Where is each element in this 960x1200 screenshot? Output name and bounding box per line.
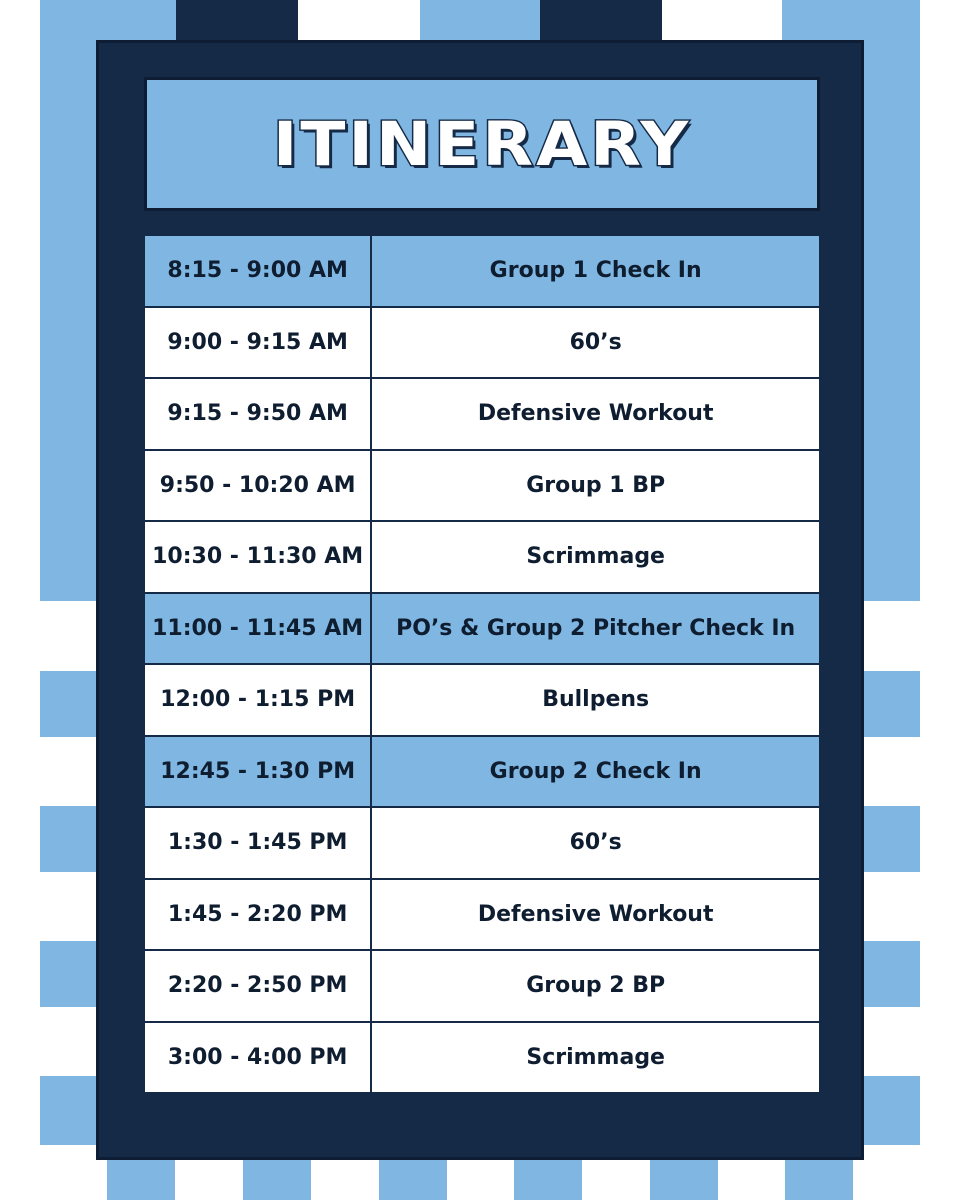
schedule-row xyxy=(144,879,820,951)
time-cell: 2:20 - 2:50 PM xyxy=(144,950,371,1022)
schedule-row xyxy=(144,378,820,450)
event-cell: Group 2 Check In xyxy=(371,736,820,808)
title-banner xyxy=(144,77,820,211)
event-cell: Scrimmage xyxy=(371,521,820,593)
event-cell: Defensive Workout xyxy=(371,879,820,951)
event-cell: Group 1 Check In xyxy=(371,235,820,307)
time-cell: 1:45 - 2:20 PM xyxy=(144,879,371,951)
schedule-row xyxy=(144,450,820,522)
event-cell: PO’s & Group 2 Pitcher Check In xyxy=(371,593,820,665)
itinerary-panel xyxy=(96,40,864,1160)
event-cell: Scrimmage xyxy=(371,1022,820,1094)
event-cell: Group 1 BP xyxy=(371,450,820,522)
time-cell: 8:15 - 9:00 AM xyxy=(144,235,371,307)
time-cell: 11:00 - 11:45 AM xyxy=(144,593,371,665)
schedule-row xyxy=(144,807,820,879)
page-title: ITINERARY xyxy=(272,108,692,180)
time-cell: 9:50 - 10:20 AM xyxy=(144,450,371,522)
schedule-row xyxy=(144,950,820,1022)
time-cell: 3:00 - 4:00 PM xyxy=(144,1022,371,1094)
schedule-row xyxy=(144,1022,820,1094)
time-cell: 12:45 - 1:30 PM xyxy=(144,736,371,808)
event-cell: 60’s xyxy=(371,307,820,379)
event-cell: Defensive Workout xyxy=(371,378,820,450)
event-cell: Group 2 BP xyxy=(371,950,820,1022)
schedule-row xyxy=(144,593,820,665)
schedule-row xyxy=(144,307,820,379)
schedule-row xyxy=(144,664,820,736)
schedule-row xyxy=(144,235,820,307)
time-cell: 9:00 - 9:15 AM xyxy=(144,307,371,379)
event-cell: Bullpens xyxy=(371,664,820,736)
schedule-table xyxy=(143,234,821,1094)
time-cell: 9:15 - 9:50 AM xyxy=(144,378,371,450)
event-cell: 60’s xyxy=(371,807,820,879)
time-cell: 12:00 - 1:15 PM xyxy=(144,664,371,736)
schedule-row xyxy=(144,736,820,808)
schedule-row xyxy=(144,521,820,593)
time-cell: 1:30 - 1:45 PM xyxy=(144,807,371,879)
time-cell: 10:30 - 11:30 AM xyxy=(144,521,371,593)
